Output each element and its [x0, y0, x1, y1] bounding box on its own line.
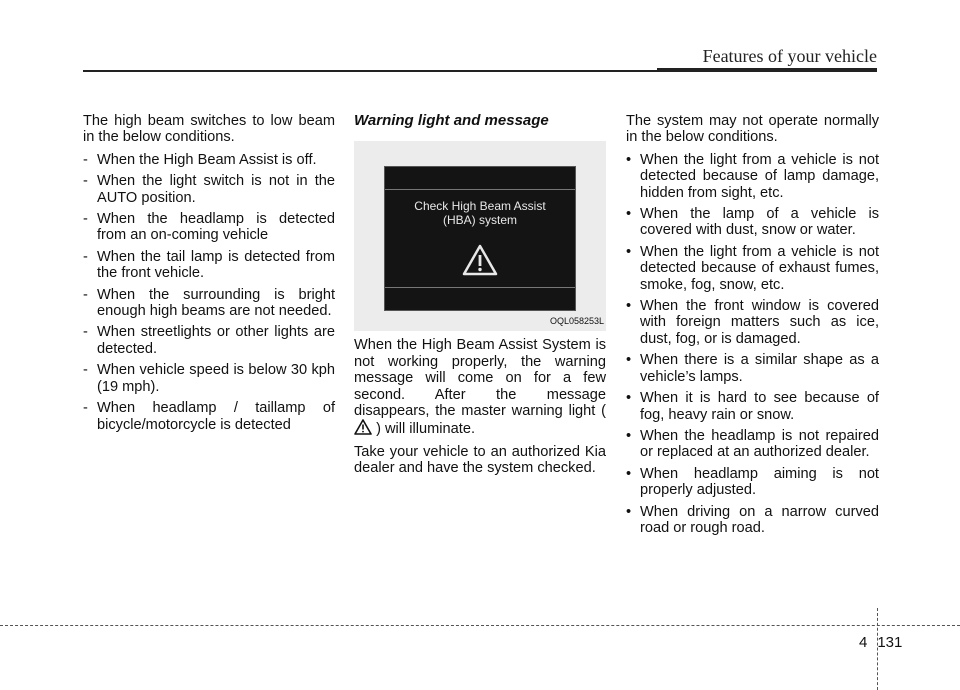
section-heading: Warning light and message	[354, 112, 549, 129]
dealer-paragraph: Take your vehicle to an authorized Kia dealer and have the system checked.	[354, 443, 606, 477]
list-item: • When driving on a narrow curved road or rough road.	[626, 503, 879, 536]
cluster-display	[384, 166, 576, 311]
list-item: • When there is a similar shape as a vehicle’s lamps.	[626, 352, 879, 385]
bullet-marker: •	[626, 352, 632, 369]
column-left	[83, 113, 335, 438]
bullet-marker: •	[626, 427, 632, 444]
chapter-number: 4	[859, 634, 868, 651]
list-item: - When headlamp / taillamp of bicycle/motorcycle is detected	[83, 400, 335, 433]
dash-marker: -	[83, 362, 88, 379]
header-rule-accent	[657, 68, 877, 72]
display-message-line1: Check High Beam Assist	[414, 199, 546, 214]
warning-paragraph: When the High Beam Assist System is not working properly, the warning message will come on for a few second. After the message disappears, the master warning light ( ) will illuminate.	[354, 337, 606, 438]
warning-triangle-icon	[461, 243, 499, 277]
master-warning-icon	[354, 419, 372, 435]
bullet-marker: •	[626, 465, 632, 482]
list-item: • When the lamp of a vehicle is covered with dust, snow or water.	[626, 206, 879, 239]
dash-marker: -	[83, 211, 88, 228]
hba-warning-figure	[354, 141, 606, 331]
list-item: - When the light switch is not in the AUTO position.	[83, 173, 335, 206]
dash-marker: -	[83, 248, 88, 265]
list-item: • When headlamp aiming is not properly adjusted.	[626, 465, 879, 499]
bullet-marker: •	[626, 206, 632, 223]
display-divider-bottom	[385, 287, 575, 288]
list-item: - When vehicle speed is below 30 kph (19 mph).	[83, 362, 335, 395]
bullet-marker: •	[626, 503, 632, 520]
dash-marker: -	[83, 173, 88, 190]
list-item: - When streetlights or other lights are detected.	[83, 324, 335, 357]
bullet-marker: •	[626, 151, 632, 168]
page-header-title: Features of your vehicle	[702, 46, 877, 66]
page-number	[859, 634, 902, 651]
list-item: • When the light from a vehicle is not detected because of exhaust fumes, smoke, fog, snow, etc.	[626, 243, 879, 293]
bullet-marker: •	[626, 243, 632, 260]
footer-rule	[0, 625, 960, 626]
figure-code: OQL058253L	[549, 316, 604, 326]
column-middle	[354, 113, 606, 483]
column-right	[626, 113, 879, 541]
low-beam-conditions-list	[83, 152, 335, 433]
dash-marker: -	[83, 286, 88, 303]
display-message	[385, 199, 575, 227]
limitations-list	[626, 152, 879, 537]
page-number-value: 131	[877, 634, 903, 651]
display-message-line2: (HBA) system	[442, 213, 517, 228]
dash-marker: -	[83, 324, 88, 341]
display-divider-top	[385, 189, 575, 190]
list-item: • When it is hard to see because of fog, heavy rain or snow.	[626, 390, 879, 423]
list-item: - When the High Beam Assist is off.	[83, 151, 317, 168]
intro-paragraph: The system may not operate normally in the below conditions.	[626, 113, 879, 146]
dash-marker: -	[83, 400, 88, 417]
list-item: • When the light from a vehicle is not detected because of lamp damage, hidden from sight, etc.	[626, 151, 879, 201]
list-item: - When the surrounding is bright enough high beams are not needed.	[83, 286, 335, 320]
intro-paragraph: The high beam switches to low beam in the below conditions.	[83, 113, 335, 146]
list-item: - When the headlamp is detected from an on-coming vehicle	[83, 211, 335, 244]
list-item: • When the front window is covered with foreign matters such as ice, dust, fog, or is damaged.	[626, 298, 879, 347]
bullet-marker: •	[626, 390, 632, 407]
list-item: - When the tail lamp is detected from the front vehicle.	[83, 248, 335, 282]
dash-marker: -	[83, 151, 88, 168]
list-item: • When the headlamp is not repaired or replaced at an authorized dealer.	[626, 427, 879, 461]
bullet-marker: •	[626, 298, 632, 315]
